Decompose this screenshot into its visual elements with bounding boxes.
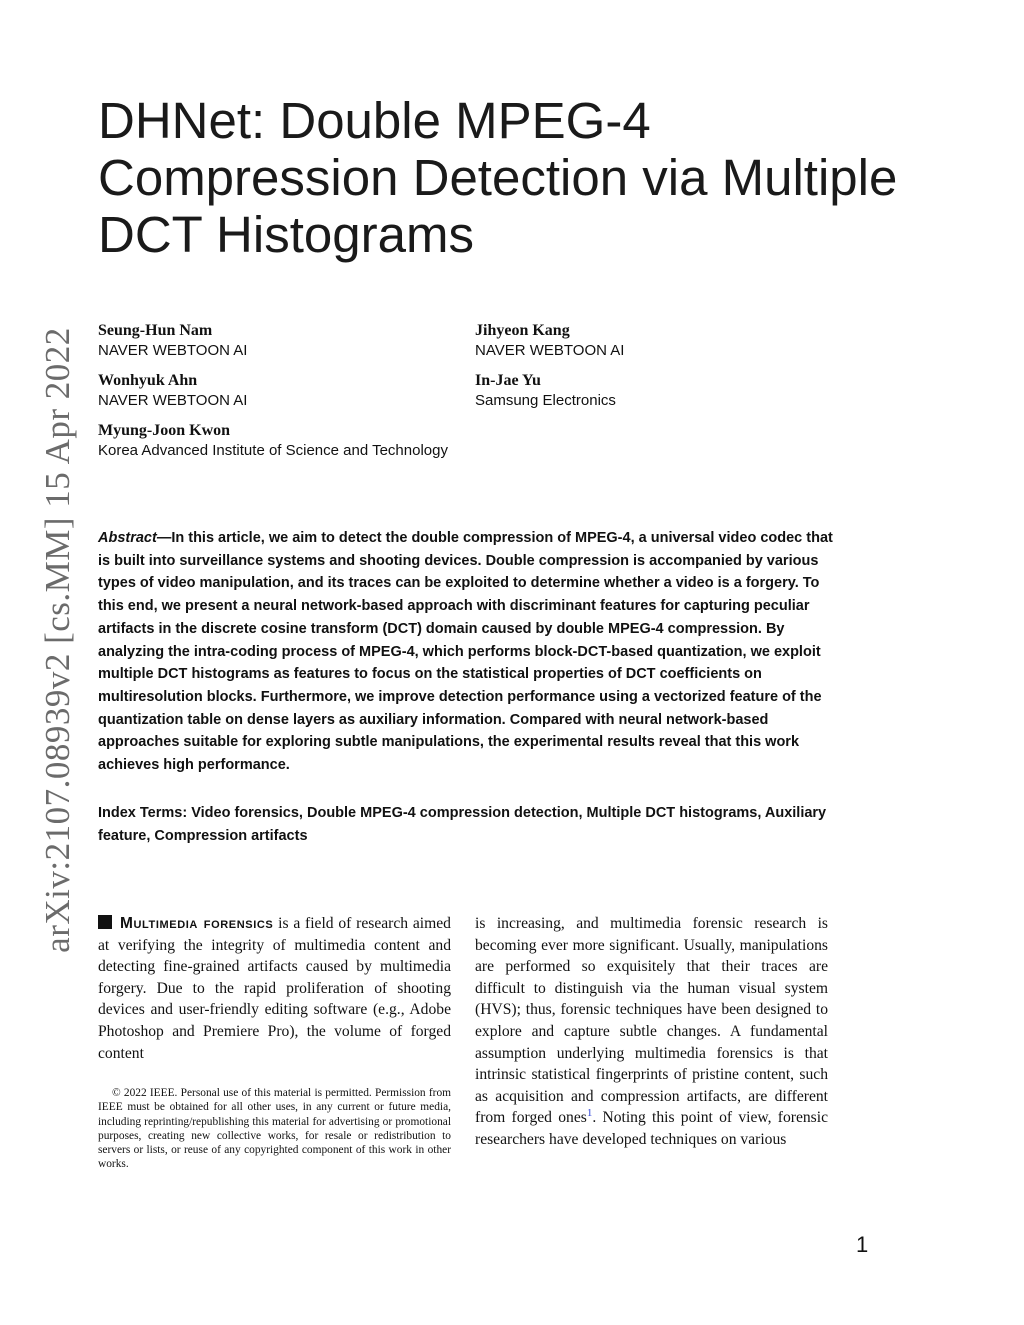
author-block (98, 321, 518, 361)
abstract-text: —In this article, we aim to detect the double compression of MPEG-4, a universal video codec that is built into surveillance systems and shooting devices. Double compression is accompanied by various types of video manipulation, and its traces can be exploited to determine whether a video is a forgery. To this end, we present a neural network-based approach with discriminant features for capturing peculiar artifacts in the discrete cosine transform (DCT) domain caused by double MPEG-4 compression. By analyzing the intra-coding process of MPEG-4, which performs block-DCT-based quantization, we exploit multiple DCT histograms as features to focus on the statistical properties of DCT coefficients on multiresolution blocks. Furthermore, we improve detection performance using a vectorized feature of the quantization table on dense layers as auxiliary information. Compared with neural network-based approaches suitable for exploring subtle manipulations, the experimental results reveal that this work achieves high performance. (98, 530, 833, 774)
index-terms (98, 802, 833, 847)
abstract (98, 527, 833, 777)
index-terms-label: Index Terms: (98, 805, 188, 821)
page-number: 1 (856, 1232, 869, 1257)
author-name: Seung-Hun Nam (98, 322, 213, 339)
section-heading: Multimedia forensics (120, 915, 274, 932)
author-affiliation: Samsung Electronics (475, 392, 616, 409)
author-name: In-Jae Yu (475, 372, 541, 389)
body-text-left: is a field of research aimed at verifying the integrity of multimedia content and detecting fine-grained artifacts caused by multimedia forgery. Due to the rapid proliferation of shooting devices and user-friendly editing software (e.g., Adobe Photoshop and Premiere Pro), the volume of forged content (98, 915, 451, 1062)
author-affiliation: NAVER WEBTOON AI (475, 342, 625, 359)
body-text-right-continued: . Noting this point of view, forensic researchers have developed techniques on various (475, 1109, 828, 1148)
author-name: Myung-Joon Kwon (98, 422, 231, 439)
arxiv-identifier: arXiv:2107.08939v2 [cs.MM] 15 Apr 2022 (38, 327, 77, 953)
body-column-left (98, 913, 451, 1064)
body-text-right: is increasing, and multimedia forensic research is becoming ever more significant. Usually, manipulations are performed so exquisitely that their traces are difficult to distinguish via the human visual system (HVS); thus, forensic techniques have been designed to explore and capture subtle changes. A fundamental assumption underlying multimedia forensics is that intrinsic statistical fingerprints of pristine content, such as acquisition and compression artifacts, are different from forged ones (475, 915, 828, 1127)
author-block (475, 321, 895, 361)
footnote-link[interactable]: 1 (586, 1107, 593, 1120)
index-terms-text: Video forensics, Double MPEG-4 compression detection, Multiple DCT histograms, Auxiliary feature, Compression artifacts (98, 805, 827, 844)
abstract-label: Abstract (98, 530, 157, 546)
body-column-right (475, 913, 828, 1151)
author-affiliation: NAVER WEBTOON AI (98, 342, 248, 359)
author-affiliation: Korea Advanced Institute of Science and Technology (98, 442, 448, 459)
section-square-icon (98, 915, 112, 929)
author-name: Jihyeon Kang (475, 322, 570, 339)
copyright-notice: © 2022 IEEE. Personal use of this material is permitted. Permission from IEEE must be obtained for all other uses, in any current or future media, including reprinting/republishing this material for advertising or promotional purposes, creating new collective works, for resale or redistribution to servers or lists, or reuse of any copyrighted component of this work in other works. (98, 1087, 451, 1171)
author-affiliation: NAVER WEBTOON AI (98, 392, 248, 409)
author-block (475, 371, 895, 411)
paper-title: DHNet: Double MPEG-4 Compression Detection via Multiple DCT Histograms (98, 92, 898, 263)
author-block (98, 371, 518, 411)
author-name: Wonhyuk Ahn (98, 372, 198, 389)
author-block (98, 421, 598, 461)
